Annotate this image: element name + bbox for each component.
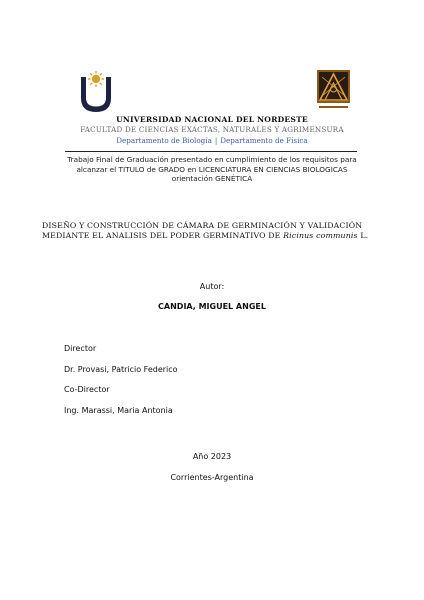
author-label: Autor: xyxy=(199,282,225,291)
place: Corrientes-Argentina xyxy=(170,473,254,482)
dept-physics: Departamento de Física xyxy=(220,136,308,145)
title-line-2 xyxy=(42,231,382,241)
university-name: UNIVERSIDAD NACIONAL DEL NORDESTE xyxy=(116,115,308,124)
tfg-line-3: orientación GENÉTICA xyxy=(171,174,253,184)
year: Año 2023 xyxy=(192,452,232,461)
title-line-1: DISEÑO Y CONSTRUCCIÓN DE CÁMARA DE GERMINACIÓN Y VALIDACIÓN xyxy=(42,221,363,230)
header-divider xyxy=(65,151,357,152)
tfg-line-1: Trabajo Final de Graduación presentado en cumplimiento de los requisitos para xyxy=(67,155,357,164)
director-label: Director xyxy=(64,344,97,353)
thesis-title xyxy=(42,221,382,242)
codirector-label: Co-Director xyxy=(64,385,110,394)
author-name: CANDIA, MIGUEL ANGEL xyxy=(158,302,266,311)
tfg-statement xyxy=(60,155,364,184)
dept-separator: | xyxy=(214,136,218,145)
departments xyxy=(0,136,424,145)
director-name: Dr. Provasi, Patricio Federico xyxy=(64,365,178,374)
faculty-name: FACULTAD DE CIENCIAS EXACTAS, NATURALES Y AGRIMENSURA xyxy=(80,125,344,134)
species-name: Ricinus communis xyxy=(283,231,358,241)
species-author: L. xyxy=(357,231,369,241)
codirector-name: Ing. Marassi, Maria Antonia xyxy=(64,406,173,415)
tfg-line-2: alcanzar el TITULO de GRADO en LICENCIATURA EN CIENCIAS BIOLOGICAS xyxy=(76,164,348,174)
title-line-2-prefix: MEDIANTE EL ANALISIS DEL PODER GERMINATIVO DE xyxy=(42,231,284,241)
dept-biology: Departamento de Biología xyxy=(116,136,212,145)
sun-icon xyxy=(88,71,104,87)
unne-logo xyxy=(78,70,114,114)
facena-logo xyxy=(316,69,351,111)
